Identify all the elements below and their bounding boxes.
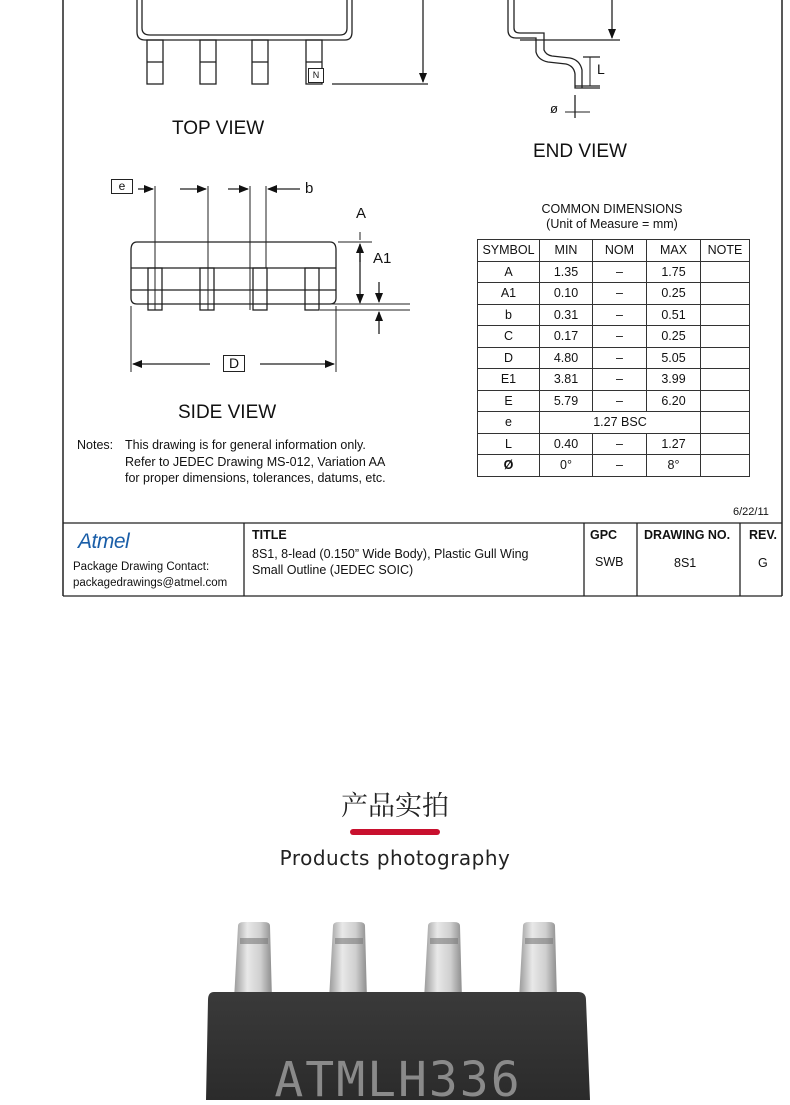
- table-cell: e: [478, 412, 540, 434]
- table-cell: –: [593, 326, 647, 348]
- table-cell: –: [593, 433, 647, 455]
- table-cell: [701, 347, 750, 369]
- table-cell: Ø: [478, 455, 540, 477]
- table-cell: [701, 433, 750, 455]
- table-cell: [701, 326, 750, 348]
- dim-label-phi: ø: [550, 101, 558, 116]
- table-cell: [701, 261, 750, 283]
- table-cell: [701, 369, 750, 391]
- table-cell: L: [478, 433, 540, 455]
- table-row: [478, 326, 750, 348]
- dim-label-A1: A1: [373, 250, 392, 267]
- top-view-leads: [147, 40, 322, 84]
- table-cell: E1: [478, 369, 540, 391]
- table-row: [478, 455, 750, 477]
- dimensions-table: [477, 239, 750, 477]
- top-view-label: TOP VIEW: [172, 118, 265, 139]
- table-row: [478, 347, 750, 369]
- table-row: [478, 304, 750, 326]
- table-cell: –: [593, 347, 647, 369]
- section-title-chinese: 产品实拍: [341, 791, 449, 822]
- table-cell: [701, 390, 750, 412]
- end-view-label: END VIEW: [533, 141, 627, 162]
- table-cell: –: [593, 390, 647, 412]
- table-cell: 1.35: [540, 261, 593, 283]
- table-cell: 1.27 BSC: [540, 412, 701, 434]
- table-row: [478, 283, 750, 305]
- table-row: [478, 433, 750, 455]
- table-cell: b: [478, 304, 540, 326]
- drawing-no-value: 8S1: [674, 556, 697, 570]
- drawing-no-label: DRAWING NO.: [644, 528, 731, 542]
- table-cell: –: [593, 304, 647, 326]
- contact-email[interactable]: packagedrawings@atmel.com: [73, 577, 228, 589]
- table-cell: E: [478, 390, 540, 412]
- table-cell: 0.25: [647, 326, 701, 348]
- table-cell: [701, 283, 750, 305]
- gpc-label: GPC: [590, 528, 618, 542]
- table-header-row: [478, 240, 750, 262]
- rev-label: REV.: [749, 528, 778, 542]
- table-cell: C: [478, 326, 540, 348]
- table-cell: –: [593, 261, 647, 283]
- top-view-drawing: [137, 0, 428, 84]
- table-cell: 0.25: [647, 283, 701, 305]
- notes-line: for proper dimensions, tolerances, datums, etc.: [125, 471, 386, 485]
- title-line-2: Small Outline (JEDEC SOIC): [252, 563, 414, 577]
- chip-leads: [234, 922, 557, 1000]
- table-row: [478, 390, 750, 412]
- table-row: [478, 412, 750, 434]
- table-cell: –: [593, 369, 647, 391]
- table-cell: [701, 412, 750, 434]
- table-cell: 0°: [540, 455, 593, 477]
- gpc-value: SWB: [595, 555, 624, 569]
- product-photo: [0, 920, 790, 1100]
- end-view-drawing: [508, 0, 620, 118]
- table-cell: [701, 455, 750, 477]
- table-cell: 0.31: [540, 304, 593, 326]
- atmel-logo: Atmel: [78, 530, 130, 553]
- contact-label: Package Drawing Contact:: [73, 561, 210, 573]
- column-header: SYMBOL: [478, 240, 540, 262]
- table-cell: 5.05: [647, 347, 701, 369]
- side-view-drawing: [131, 186, 410, 372]
- dim-label-D: D: [223, 355, 245, 372]
- rev-value: G: [758, 556, 768, 570]
- notes-heading: Notes:: [77, 438, 114, 452]
- table-cell: 4.80: [540, 347, 593, 369]
- dim-label-b: b: [305, 180, 314, 197]
- title-label: TITLE: [252, 528, 287, 542]
- table-cell: D: [478, 347, 540, 369]
- table-cell: 0.51: [647, 304, 701, 326]
- column-header: MAX: [647, 240, 701, 262]
- table-row: [478, 261, 750, 283]
- title-line-1: 8S1, 8-lead (0.150” Wide Body), Plastic Gull Wing: [252, 547, 529, 561]
- table-cell: 0.17: [540, 326, 593, 348]
- dim-label-e: e: [111, 179, 133, 194]
- section-title-english: Products photography: [279, 846, 511, 870]
- table-cell: A: [478, 261, 540, 283]
- table-cell: 1.27: [647, 433, 701, 455]
- dimensions-table-subtitle: (Unit of Measure = mm): [546, 217, 678, 231]
- chip-illustration: [0, 920, 790, 1100]
- dimensions-table-caption: [477, 202, 747, 232]
- pin-1-marker: N: [308, 68, 324, 83]
- table-cell: 0.40: [540, 433, 593, 455]
- table-cell: –: [593, 455, 647, 477]
- notes-lines: [125, 437, 386, 487]
- chip-marking: ATMLH336: [274, 1052, 522, 1100]
- table-cell: [701, 304, 750, 326]
- dim-label-A: A: [356, 205, 367, 222]
- drawing-date: 6/22/11: [733, 506, 769, 518]
- column-header: NOM: [593, 240, 647, 262]
- column-header: MIN: [540, 240, 593, 262]
- column-header: NOTE: [701, 240, 750, 262]
- dimensions-table-title: COMMON DIMENSIONS: [541, 202, 683, 216]
- table-cell: 5.79: [540, 390, 593, 412]
- title-accent-bar: [350, 829, 440, 835]
- table-cell: 6.20: [647, 390, 701, 412]
- table-cell: –: [593, 283, 647, 305]
- dim-label-L: L: [597, 61, 605, 77]
- table-cell: 8°: [647, 455, 701, 477]
- notes-line: Refer to JEDEC Drawing MS-012, Variation AA: [125, 454, 386, 469]
- table-cell: 3.99: [647, 369, 701, 391]
- table-cell: 1.75: [647, 261, 701, 283]
- table-row: [478, 369, 750, 391]
- table-cell: 3.81: [540, 369, 593, 391]
- notes-line: This drawing is for general information only.: [125, 438, 366, 452]
- table-cell: A1: [478, 283, 540, 305]
- side-view-label: SIDE VIEW: [178, 402, 277, 423]
- table-cell: 0.10: [540, 283, 593, 305]
